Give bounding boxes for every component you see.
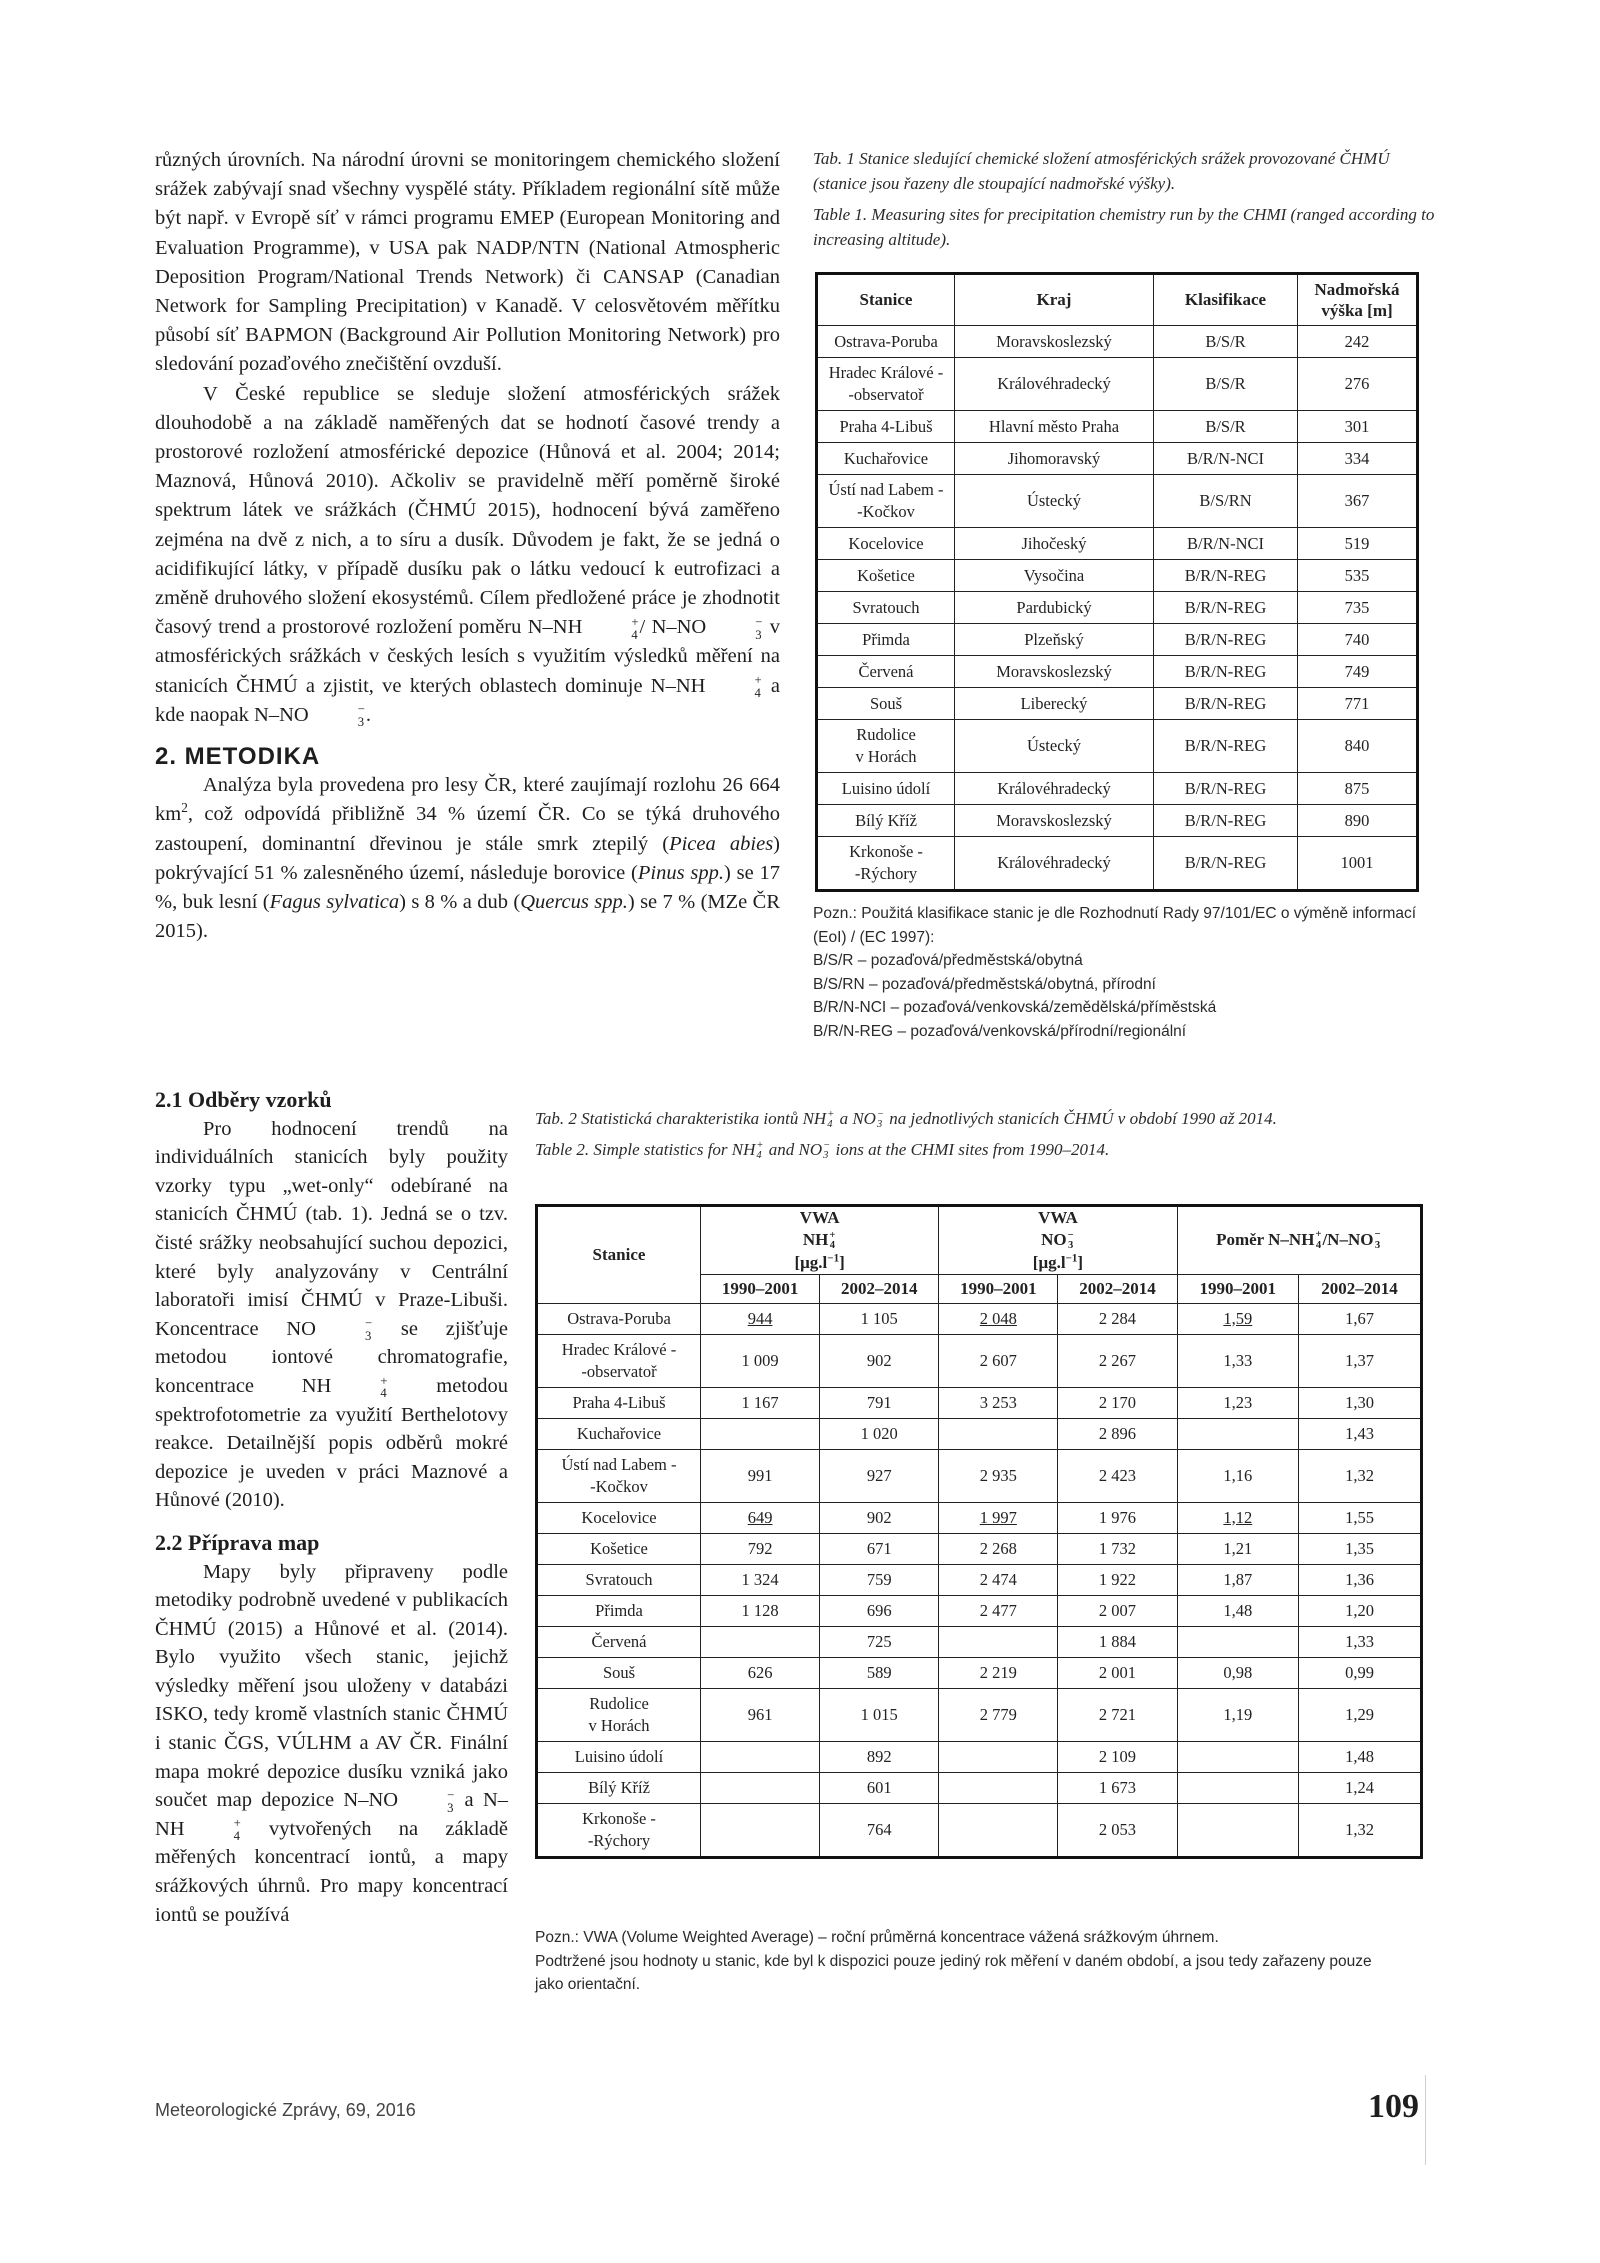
table2-period: 2002–2014 <box>1299 1274 1422 1303</box>
section-heading-priprava: 2.2 Příprava map <box>155 1529 320 1555</box>
table2-cell: 1,32 <box>1299 1803 1422 1857</box>
table1-cell: 890 <box>1298 805 1418 837</box>
table2-cell: 2 170 <box>1058 1387 1177 1418</box>
table2-cell <box>1177 1303 1298 1334</box>
underlined-value: 2 048 <box>979 1308 1017 1328</box>
table1-cell: Jihomoravský <box>955 443 1154 475</box>
table2 <box>535 1204 1423 1859</box>
table2-cell: Svratouch <box>537 1564 701 1595</box>
table-row <box>537 1772 1422 1803</box>
paragraph-monitoring-networks: různých úrovních. Na národní úrovni se monitoringem chemického složení srážek zabývají snad všechny vyspělé státy. Příkladem regionální sítě může být např. v Evropě síť v rámci programu EMEP (European Monitoring and Evaluation Programme), v USA pak NADP/NTN (National Atmospheric Deposition Program/National Trends Network) či CANSAP (Canadian Network for Sampling Precipitation) v Kanadě. V celosvětovém měřítku působí síť BAPMON (Background Air Pollution Monitoring Network) pro sledování pozaďového znečištění ovzduší. <box>155 149 780 376</box>
table2-cell: 589 <box>820 1657 939 1688</box>
table-row <box>537 1303 1422 1334</box>
table2-cell: 2 268 <box>939 1533 1058 1564</box>
table2-cell <box>701 1303 820 1334</box>
table2-cell: 2 109 <box>1058 1741 1177 1772</box>
table1-note-4: B/R/N-REG – pozaďová/venkovská/přírodní/regionální <box>813 1022 1187 1040</box>
table2-cell: 1,33 <box>1299 1626 1422 1657</box>
table2-cell <box>701 1626 820 1657</box>
table2-cell: 2 423 <box>1058 1449 1177 1502</box>
table1-cell: 242 <box>1298 326 1418 358</box>
table2-note-1: Podtržené jsou hodnoty u stanic, kde byl k dispozici pouze jediný rok měření v daném období, a jsou tedy zařazeny pouze jako orientační. <box>535 1952 1372 1993</box>
table2-cell: 902 <box>820 1502 939 1533</box>
table-row <box>537 1533 1422 1564</box>
table2-cell: 1,35 <box>1299 1533 1422 1564</box>
table1-cell: Bílý Kříž <box>817 805 955 837</box>
table2-cell: 1 167 <box>701 1387 820 1418</box>
underlined-value: 944 <box>747 1308 773 1328</box>
table1-cell: Plzeňský <box>955 624 1154 656</box>
table1-cell: Ústí nad Labem - -Kočkov <box>817 475 955 528</box>
table1-cell: Královéhradecký <box>955 358 1154 411</box>
table-row <box>817 560 1418 592</box>
table1-col-klasifikace: Klasifikace <box>1154 274 1298 326</box>
table-row <box>817 688 1418 720</box>
table1-cell: B/R/N-REG <box>1154 688 1298 720</box>
table2-cell: 1,36 <box>1299 1564 1422 1595</box>
table1-cell: Ostrava-Poruba <box>817 326 955 358</box>
table2-cell <box>701 1418 820 1449</box>
table2-cell: Praha 4-Libuš <box>537 1387 701 1418</box>
table-row <box>817 592 1418 624</box>
table2-cell: 2 284 <box>1058 1303 1177 1334</box>
table1-cell: Královéhradecký <box>955 773 1154 805</box>
table1-cell: B/R/N-REG <box>1154 592 1298 624</box>
table1-caption-cz: Tab. 1 Stanice sledující chemické složení atmosférických srážek provozované ČHMÚ (stanice jsou řazeny dle stoupající nadmořské výšky). <box>813 149 1390 193</box>
table-row <box>817 837 1418 891</box>
table2-cell: 1,67 <box>1299 1303 1422 1334</box>
table1-cell: Kuchařovice <box>817 443 955 475</box>
table1-cell: Praha 4-Libuš <box>817 411 955 443</box>
table2-cell: 1 884 <box>1058 1626 1177 1657</box>
table-row <box>537 1688 1422 1741</box>
table2-cell: 927 <box>820 1449 939 1502</box>
table-row <box>817 475 1418 528</box>
table2-cell: 892 <box>820 1741 939 1772</box>
table2-cell <box>1177 1803 1298 1857</box>
table2-cell <box>701 1741 820 1772</box>
table2-cell <box>1177 1772 1298 1803</box>
table2-cell: 1,48 <box>1177 1595 1298 1626</box>
table2-cell <box>939 1303 1058 1334</box>
table1-cell: 535 <box>1298 560 1418 592</box>
table2-period: 2002–2014 <box>1058 1274 1177 1303</box>
table1-note-2: B/S/RN – pozaďová/předměstská/obytná, přírodní <box>813 975 1156 993</box>
table-row <box>537 1741 1422 1772</box>
table1-col-kraj: Kraj <box>955 274 1154 326</box>
page-number: 109 <box>1368 2088 1419 2125</box>
table2-cell: 696 <box>820 1595 939 1626</box>
table2-cell: Rudolice v Horách <box>537 1688 701 1741</box>
table2-cell: 1 922 <box>1058 1564 1177 1595</box>
table2-cell: 2 007 <box>1058 1595 1177 1626</box>
table1-cell: 1001 <box>1298 837 1418 891</box>
table1-cell: Červená <box>817 656 955 688</box>
table2-cell: 1,87 <box>1177 1564 1298 1595</box>
table-row <box>537 1502 1422 1533</box>
table2-cell: Kocelovice <box>537 1502 701 1533</box>
table2-col-stanice: Stanice <box>537 1206 701 1304</box>
table-row <box>817 656 1418 688</box>
table1-cell: 735 <box>1298 592 1418 624</box>
table-row <box>817 773 1418 805</box>
table1-cell: B/R/N-REG <box>1154 773 1298 805</box>
table2-cell: 1,37 <box>1299 1334 1422 1387</box>
table-row <box>817 326 1418 358</box>
table2-block <box>535 1106 1440 1162</box>
table2-cell: 1 732 <box>1058 1533 1177 1564</box>
table1-cell: B/R/N-NCI <box>1154 528 1298 560</box>
table2-cell: 2 721 <box>1058 1688 1177 1741</box>
table2-col-vwa-nh4: VWA NH + 4 $[\mu g.l^{-1}]$ <box>701 1206 939 1275</box>
paragraph-maps: Mapy byly připraveny podle metodiky podrobně uvedené v publikacích ČHMÚ (2015) a Hůnové et al. (2014). Bylo využito všech stanic, jejichž výsledky měření jsou uloženy v databázi ISKO, tedy kromě vlastních stanic ČHMÚ i stanic ČGS, VÚLHM a AV ČR. Finální mapa mokré depozice dusíku vzniká jako součet map depozice N–NO − 3 a N–NH + 4 vytvořených na základě měřených koncentrací iontů, a mapy srážkových úhrnů. Pro mapy koncentrací iontů se používá <box>155 1560 509 1926</box>
table2-cell: 1,43 <box>1299 1418 1422 1449</box>
table2-period: 1990–2001 <box>939 1274 1058 1303</box>
table-row <box>537 1564 1422 1595</box>
table1-cell: Pardubický <box>955 592 1154 624</box>
table2-cell: Bílý Kříž <box>537 1772 701 1803</box>
table1-cell: Krkonoše - -Rýchory <box>817 837 955 891</box>
table2-cell: 1 128 <box>701 1595 820 1626</box>
underlined-value: 1 997 <box>979 1507 1017 1527</box>
table1-cell: Rudolice v Horách <box>817 720 955 773</box>
table1-cell: Jihočeský <box>955 528 1154 560</box>
table2-cell: 1,33 <box>1177 1334 1298 1387</box>
table-row <box>817 358 1418 411</box>
table2-cell: Krkonoše - -Rýchory <box>537 1803 701 1857</box>
table2-cell: Přimda <box>537 1595 701 1626</box>
table1-cell: Hlavní město Praha <box>955 411 1154 443</box>
table2-period: 1990–2001 <box>1177 1274 1298 1303</box>
table2-cell: 759 <box>820 1564 939 1595</box>
table1-cell: Ústecký <box>955 720 1154 773</box>
table2-cell <box>701 1772 820 1803</box>
table-row <box>817 411 1418 443</box>
table2-cell: 791 <box>820 1387 939 1418</box>
table1-cell: Ústecký <box>955 475 1154 528</box>
table2-cell <box>1177 1418 1298 1449</box>
table2-cell <box>1177 1741 1298 1772</box>
table2-col-vwa-no3: VWA NO − 3 $[\mu g.l^{-1}]$ <box>939 1206 1177 1275</box>
table2-period: 1990–2001 <box>701 1274 820 1303</box>
table2-cell: 1,23 <box>1177 1387 1298 1418</box>
table-row <box>817 528 1418 560</box>
table2-cell: 626 <box>701 1657 820 1688</box>
table2-cell: 2 001 <box>1058 1657 1177 1688</box>
table1-cell: 519 <box>1298 528 1418 560</box>
table2-cell <box>701 1803 820 1857</box>
table1-cell: 875 <box>1298 773 1418 805</box>
table2-cell: 671 <box>820 1533 939 1564</box>
table2-cell <box>939 1741 1058 1772</box>
table2-cell: 1,21 <box>1177 1533 1298 1564</box>
table1-cell: 771 <box>1298 688 1418 720</box>
table2-cell: 1 105 <box>820 1303 939 1334</box>
table1-cell: B/R/N-REG <box>1154 805 1298 837</box>
table2-cell: Červená <box>537 1626 701 1657</box>
table2-cell: 1 009 <box>701 1334 820 1387</box>
table2-col-pomer: Poměr N–NH + 4 /N–NO − 3 <box>1177 1206 1421 1275</box>
table1-note-3: B/R/N-NCI – pozaďová/venkovská/zemědělská/příměstská <box>813 999 1217 1016</box>
table1-cell: 749 <box>1298 656 1418 688</box>
table2-cell <box>1177 1502 1298 1533</box>
table2-cell: Luisino údolí <box>537 1741 701 1772</box>
table-row <box>537 1449 1422 1502</box>
table-row <box>537 1626 1422 1657</box>
table2-cell: Ústí nad Labem - -Kočkov <box>537 1449 701 1502</box>
table1-cell: B/R/N-NCI <box>1154 443 1298 475</box>
table1-caption-en: Table 1. Measuring sites for precipitation chemistry run by the CHMI (ranged according to increasing altitude). <box>813 205 1435 249</box>
table1-cell: Přimda <box>817 624 955 656</box>
table1-cell: B/S/R <box>1154 411 1298 443</box>
table2-cell: 1,19 <box>1177 1688 1298 1741</box>
table1-cell: 276 <box>1298 358 1418 411</box>
table2-cell: 1 020 <box>820 1418 939 1449</box>
table1 <box>815 272 1419 892</box>
section-heading-odbery: 2.1 Odběry vzorků <box>155 1087 332 1112</box>
table2-cell: 2 779 <box>939 1688 1058 1741</box>
table1-col-stanice: Stanice <box>817 274 955 326</box>
table2-cell: 3 253 <box>939 1387 1058 1418</box>
table2-cell: 792 <box>701 1533 820 1564</box>
table2-notes <box>535 1926 1435 1997</box>
table1-cell: 740 <box>1298 624 1418 656</box>
table2-cell: 1 673 <box>1058 1772 1177 1803</box>
table2-cell: 1 015 <box>820 1688 939 1741</box>
table2-header-row-1 <box>537 1206 1422 1275</box>
table2-caption-en: Table 2. Simple statistics for NH + 4 and NO − 3 ions at the CHMI sites from 1990–2014. <box>535 1139 1110 1162</box>
table1-cell: 840 <box>1298 720 1418 773</box>
table2-period: 2002–2014 <box>820 1274 939 1303</box>
table1-cell: B/S/R <box>1154 326 1298 358</box>
table1-cell: Kocelovice <box>817 528 955 560</box>
table1-note-0: Pozn.: Použitá klasifikace stanic je dle Rozhodnutí Rady 97/101/EC o výměně informací (EoI) / (EC 1997): <box>813 905 1417 946</box>
table2-cell: Kuchařovice <box>537 1418 701 1449</box>
table2-cell: 0,99 <box>1299 1657 1422 1688</box>
table-row <box>537 1657 1422 1688</box>
table2-cell: 902 <box>820 1334 939 1387</box>
table2-cell <box>939 1772 1058 1803</box>
table2-cell: 961 <box>701 1688 820 1741</box>
table2-cell: 2 474 <box>939 1564 1058 1595</box>
table2-cell: 0,98 <box>1177 1657 1298 1688</box>
table2-cell: 2 607 <box>939 1334 1058 1387</box>
table2-cell: 764 <box>820 1803 939 1857</box>
table2-cell: Ostrava-Poruba <box>537 1303 701 1334</box>
table2-cell <box>701 1502 820 1533</box>
table2-cell <box>1177 1626 1298 1657</box>
table2-cell: 1,29 <box>1299 1688 1422 1741</box>
table2-cell: 1,16 <box>1177 1449 1298 1502</box>
table-row <box>537 1595 1422 1626</box>
underlined-value: 1,59 <box>1223 1308 1253 1328</box>
table1-cell: B/R/N-REG <box>1154 720 1298 773</box>
table2-cell: 2 219 <box>939 1657 1058 1688</box>
table1-cell: Vysočina <box>955 560 1154 592</box>
table2-cell: Hradec Králové - -observatoř <box>537 1334 701 1387</box>
table2-cell <box>939 1418 1058 1449</box>
table1-cell: B/R/N-REG <box>1154 624 1298 656</box>
table2-cell: 2 896 <box>1058 1418 1177 1449</box>
table1-header-row <box>817 274 1418 326</box>
table1-cell: B/R/N-REG <box>1154 656 1298 688</box>
table1-col-vyska: Nadmořská výška [m] <box>1298 274 1418 326</box>
table1-note-1: B/S/R – pozaďová/předměstská/obytná <box>813 952 1083 969</box>
table2-cell: 1,55 <box>1299 1502 1422 1533</box>
table2-cell: 991 <box>701 1449 820 1502</box>
table2-cell: 1,20 <box>1299 1595 1422 1626</box>
table1-cell: Liberecký <box>955 688 1154 720</box>
table2-cell: 1,48 <box>1299 1741 1422 1772</box>
table1-cell: 334 <box>1298 443 1418 475</box>
table-row <box>537 1334 1422 1387</box>
table2-cell: Košetice <box>537 1533 701 1564</box>
table1-cell: Hradec Králové - -observatoř <box>817 358 955 411</box>
table2-cell: Souš <box>537 1657 701 1688</box>
table2-cell: 1 976 <box>1058 1502 1177 1533</box>
table1-cell: B/S/R <box>1154 358 1298 411</box>
table-row <box>537 1387 1422 1418</box>
table2-cell: 1 324 <box>701 1564 820 1595</box>
table2-cell: 725 <box>820 1626 939 1657</box>
table1-block <box>813 146 1438 252</box>
table-row <box>537 1418 1422 1449</box>
table1-cell: Souš <box>817 688 955 720</box>
table1-cell: Svratouch <box>817 592 955 624</box>
table1-cell: B/S/RN <box>1154 475 1298 528</box>
table2-cell: 1,24 <box>1299 1772 1422 1803</box>
table2-cell <box>939 1803 1058 1857</box>
section-heading-metodika: 2. METODIKA <box>155 743 321 771</box>
underlined-value: 1,12 <box>1223 1507 1253 1527</box>
table2-cell: 2 267 <box>1058 1334 1177 1387</box>
table-row <box>537 1803 1422 1857</box>
table-row <box>817 443 1418 475</box>
table1-cell: Moravskoslezský <box>955 805 1154 837</box>
table-row <box>817 624 1418 656</box>
page-edge-line <box>1425 2075 1426 2165</box>
table-row <box>817 805 1418 837</box>
table1-notes <box>813 902 1438 1043</box>
table1-cell: Luisino údolí <box>817 773 955 805</box>
table2-cell: 1,30 <box>1299 1387 1422 1418</box>
table1-cell: Košetice <box>817 560 955 592</box>
paragraph-sampling: Pro hodnocení trendů na individuálních stanicích byly použity vzorky typu „wet-only“ odebírané na stanicích ČHMÚ (tab. 1). Jedná se o tzv. čisté srážky neobsahující suchou depozici, které byly analyzovány v Centrální laboratoři imisí ČHMÚ v Praze-Libuši. Koncentrace NO − 3 se zjišťuje metodou iontové chromatografie, koncentrace NH + 4 metodou spektrofotometrie za využití Berthelotovy reakce. Detailnější popis odběrů mokré depozice je uveden v práci Maznové a Hůnové (2010). <box>155 1117 508 1512</box>
table-row <box>817 720 1418 773</box>
table2-caption-cz: Tab. 2 Statistická charakteristika iontů NH + 4 a NO − 3 na jednotlivých stanicích ČHMÚ v období 1990 až 2014. <box>535 1108 1277 1131</box>
table1-cell: Moravskoslezský <box>955 656 1154 688</box>
table2-cell <box>939 1626 1058 1657</box>
table1-cell: 301 <box>1298 411 1418 443</box>
journal-footer: Meteorologické Zprávy, 69, 2016 <box>155 2100 416 2120</box>
table2-cell: 2 935 <box>939 1449 1058 1502</box>
table1-cell: Královéhradecký <box>955 837 1154 891</box>
table2-note-0: Pozn.: VWA (Volume Weighted Average) – roční průměrná koncentrace vážená srážkovým úhrnem. <box>535 1929 1219 1946</box>
underlined-value: 649 <box>747 1507 773 1527</box>
table1-cell: Moravskoslezský <box>955 326 1154 358</box>
table1-cell: 367 <box>1298 475 1418 528</box>
table2-cell: 2 477 <box>939 1595 1058 1626</box>
body-column-left <box>155 146 780 946</box>
table1-cell: B/R/N-REG <box>1154 560 1298 592</box>
paragraph-czech-monitoring: V České republice se sleduje složení atmosférických srážek dlouhodobě a na základě naměřených dat se hodnotí časové trendy a prostorové rozložení atmosférické depozice (Hůnová et al. 2004; 2014; Maznová, Hůnová 2010). Ačkoliv se pravidelně měří poměrně široké spektrum látek ve srážkách (ČHMÚ 2015), hodnocení bývá zaměřeno zejména na dvě z nich, a to síru a dusík. Důvodem je fakt, že se jedná o acidifikující látky, v případě dusíku pak o látku vedoucí k eutrofizaci a změně druhového složení ekosystémů. Cílem předložené práce je zhodnotit časový trend a prostorové rozložení poměru N–NH + 4 / N–NO − 3 v atmosférických srážkách v českých lesích s využitím výsledků měření na stanicích ČHMÚ a zjistit, ve kterých oblastech dominuje N–NH + 4 a kde naopak N–NO − 3 . <box>155 382 781 730</box>
table2-cell: 1,32 <box>1299 1449 1422 1502</box>
table2-cell <box>939 1502 1058 1533</box>
paragraph-forest-area: Analýza byla provedena pro lesy ČR, které zaujímají rozlohu 26 664 $km^2$, což odpovídá přibližně 34 % území ČR. Co se týká druhového zastoupení, dominantní dřevinou je stále smrk ztepilý (Picea abies) pokrývající 51 % zalesněného území, následuje borovice (Pinus spp.) se 17 %, buk lesní (Fagus sylvatica) s 8 % a dub (Quercus spp.) se 7 % (MZe ČR 2015). <box>155 774 780 943</box>
table2-cell: 2 053 <box>1058 1803 1177 1857</box>
table1-cell: B/R/N-REG <box>1154 837 1298 891</box>
table2-cell: 601 <box>820 1772 939 1803</box>
body-column-narrow <box>155 1086 508 1929</box>
